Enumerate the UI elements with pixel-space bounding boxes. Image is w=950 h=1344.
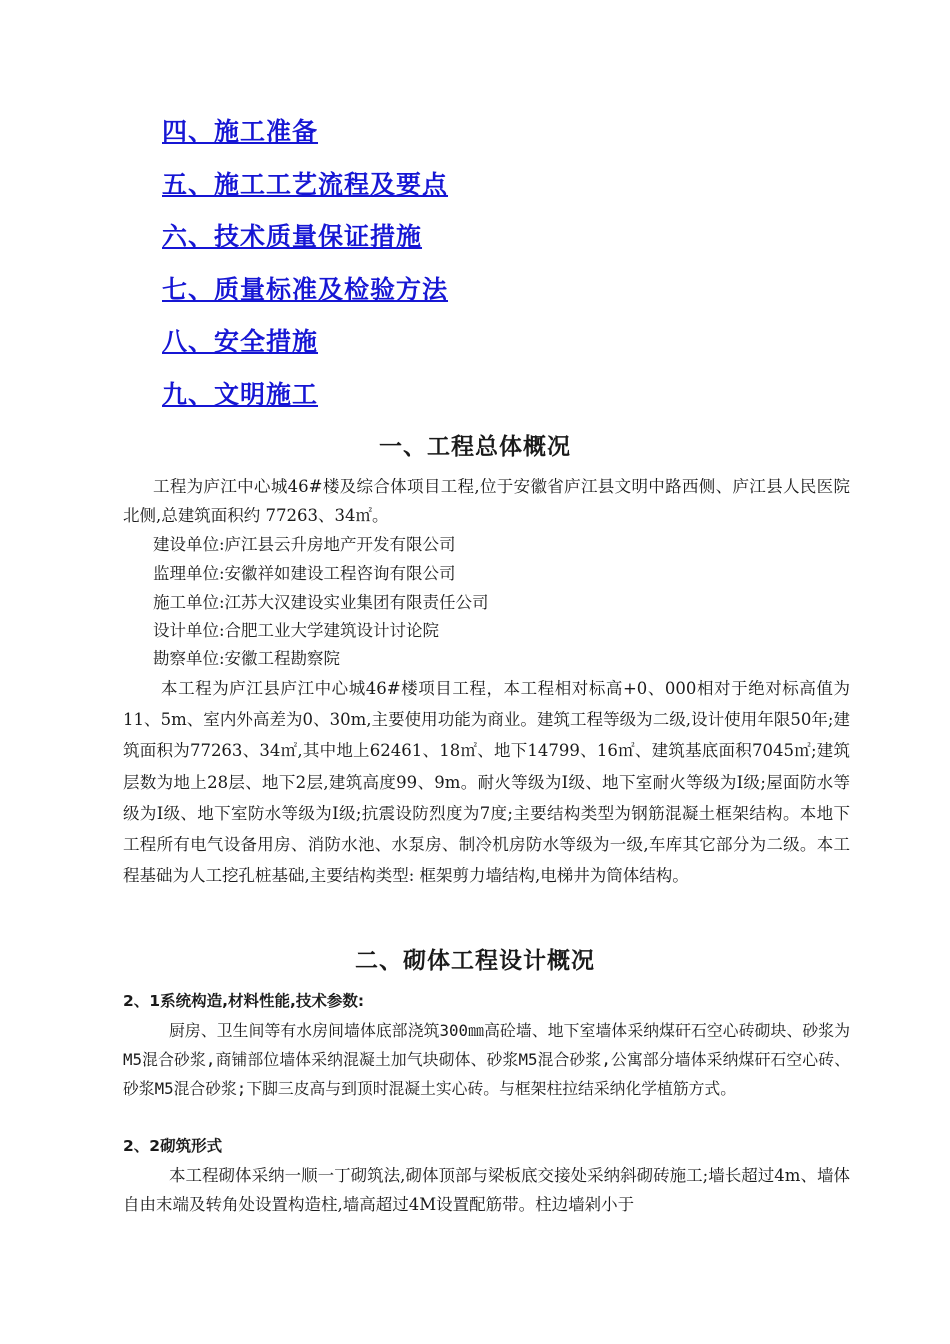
unit-contractor: 施工单位:江苏大汉建设实业集团有限责任公司	[153, 593, 489, 612]
unit-construction: 建设单位:庐江县云升房地产开发有限公司	[153, 535, 456, 554]
toc-link-8[interactable]: 八、安全措施	[162, 327, 319, 357]
toc-link-9[interactable]: 九、文明施工	[162, 379, 319, 409]
subsection-2-1-title: 2、1系统构造,材料性能,技术参数:	[123, 992, 365, 1010]
unit-design: 设计单位:合肥工业大学建筑设计讨论院	[153, 621, 440, 640]
section1-title: 一、工程总体概况	[379, 434, 571, 460]
unit-survey: 勘察单位:安徽工程勘察院	[153, 649, 341, 668]
subsection-2-2-title: 2、2砌筑形式	[123, 1137, 223, 1155]
unit-supervision: 监理单位:安徽祥如建设工程咨询有限公司	[153, 564, 456, 583]
toc-link-7[interactable]: 七、质量标准及检验方法	[162, 274, 449, 304]
table-of-contents	[162, 106, 448, 422]
toc-link-5[interactable]: 五、施工工艺流程及要点	[162, 169, 449, 199]
section1-detail: 本工程为庐江县庐江中心城46#楼项目工程，本工程相对标高+0、000相对于绝对标高值为11、5m、室内外高差为0、30m,主要使用功能为商业。建筑工程等级为二级,设计使用年限50年;建筑面积为77263、34㎡,其中地上62461、18㎡、地下14799、16㎡、建筑基底面积7045㎡;建筑层数为地上28层、地下2层,建筑高度99、9m。耐火等级为Ⅰ级、地下室耐火等级为Ⅰ级;屋面防水等级为Ⅰ级、地下室防水等级为Ⅰ级;抗震设防烈度为7度;主要结构类型为钢筋混凝土框架结构。本地下工程所有电气设备用房、消防水池、水泵房、制冷机房防水等级为一级,车库其它部分为二级。本工程基础为人工挖孔桩基础,主要结构类型: 框架剪力墙结构,电梯井为筒体结构。	[123, 679, 850, 886]
toc-link-6[interactable]: 六、技术质量保证措施	[162, 222, 423, 252]
subsection-2-1-text: 厨房、卫生间等有水房间墙体底部浇筑300㎜高砼墙、地下室墙体采纳煤矸石空心砖砌块、砂浆为M5混合砂浆,商铺部位墙体采纳混凝土加气块砌体、砂浆M5混合砂浆,公寓部分墙体采纳煤矸石空心砖、砂浆M5混合砂浆;下脚三皮高与到顶时混凝土实心砖。与框架柱拉结采纳化学植筋方式。	[123, 1021, 850, 1098]
section2-title: 二、砌体工程设计概况	[355, 948, 595, 974]
toc-link-4[interactable]: 四、施工准备	[162, 117, 319, 146]
subsection-2-2-text: 本工程砌体采纳一顺一丁砌筑法,砌体顶部与梁板底交接处采纳斜砌砖施工;墙长超过4m、墙体自由末端及转角处设置构造柱,墙高超过4M设置配筋带。柱边墙剁小于	[123, 1166, 850, 1214]
section1-intro: 工程为庐江中心城46#楼及综合体项目工程,位于安徽省庐江县文明中路西侧、庐江县人民医院北侧,总建筑面积约 77263、34㎡。	[123, 477, 850, 525]
